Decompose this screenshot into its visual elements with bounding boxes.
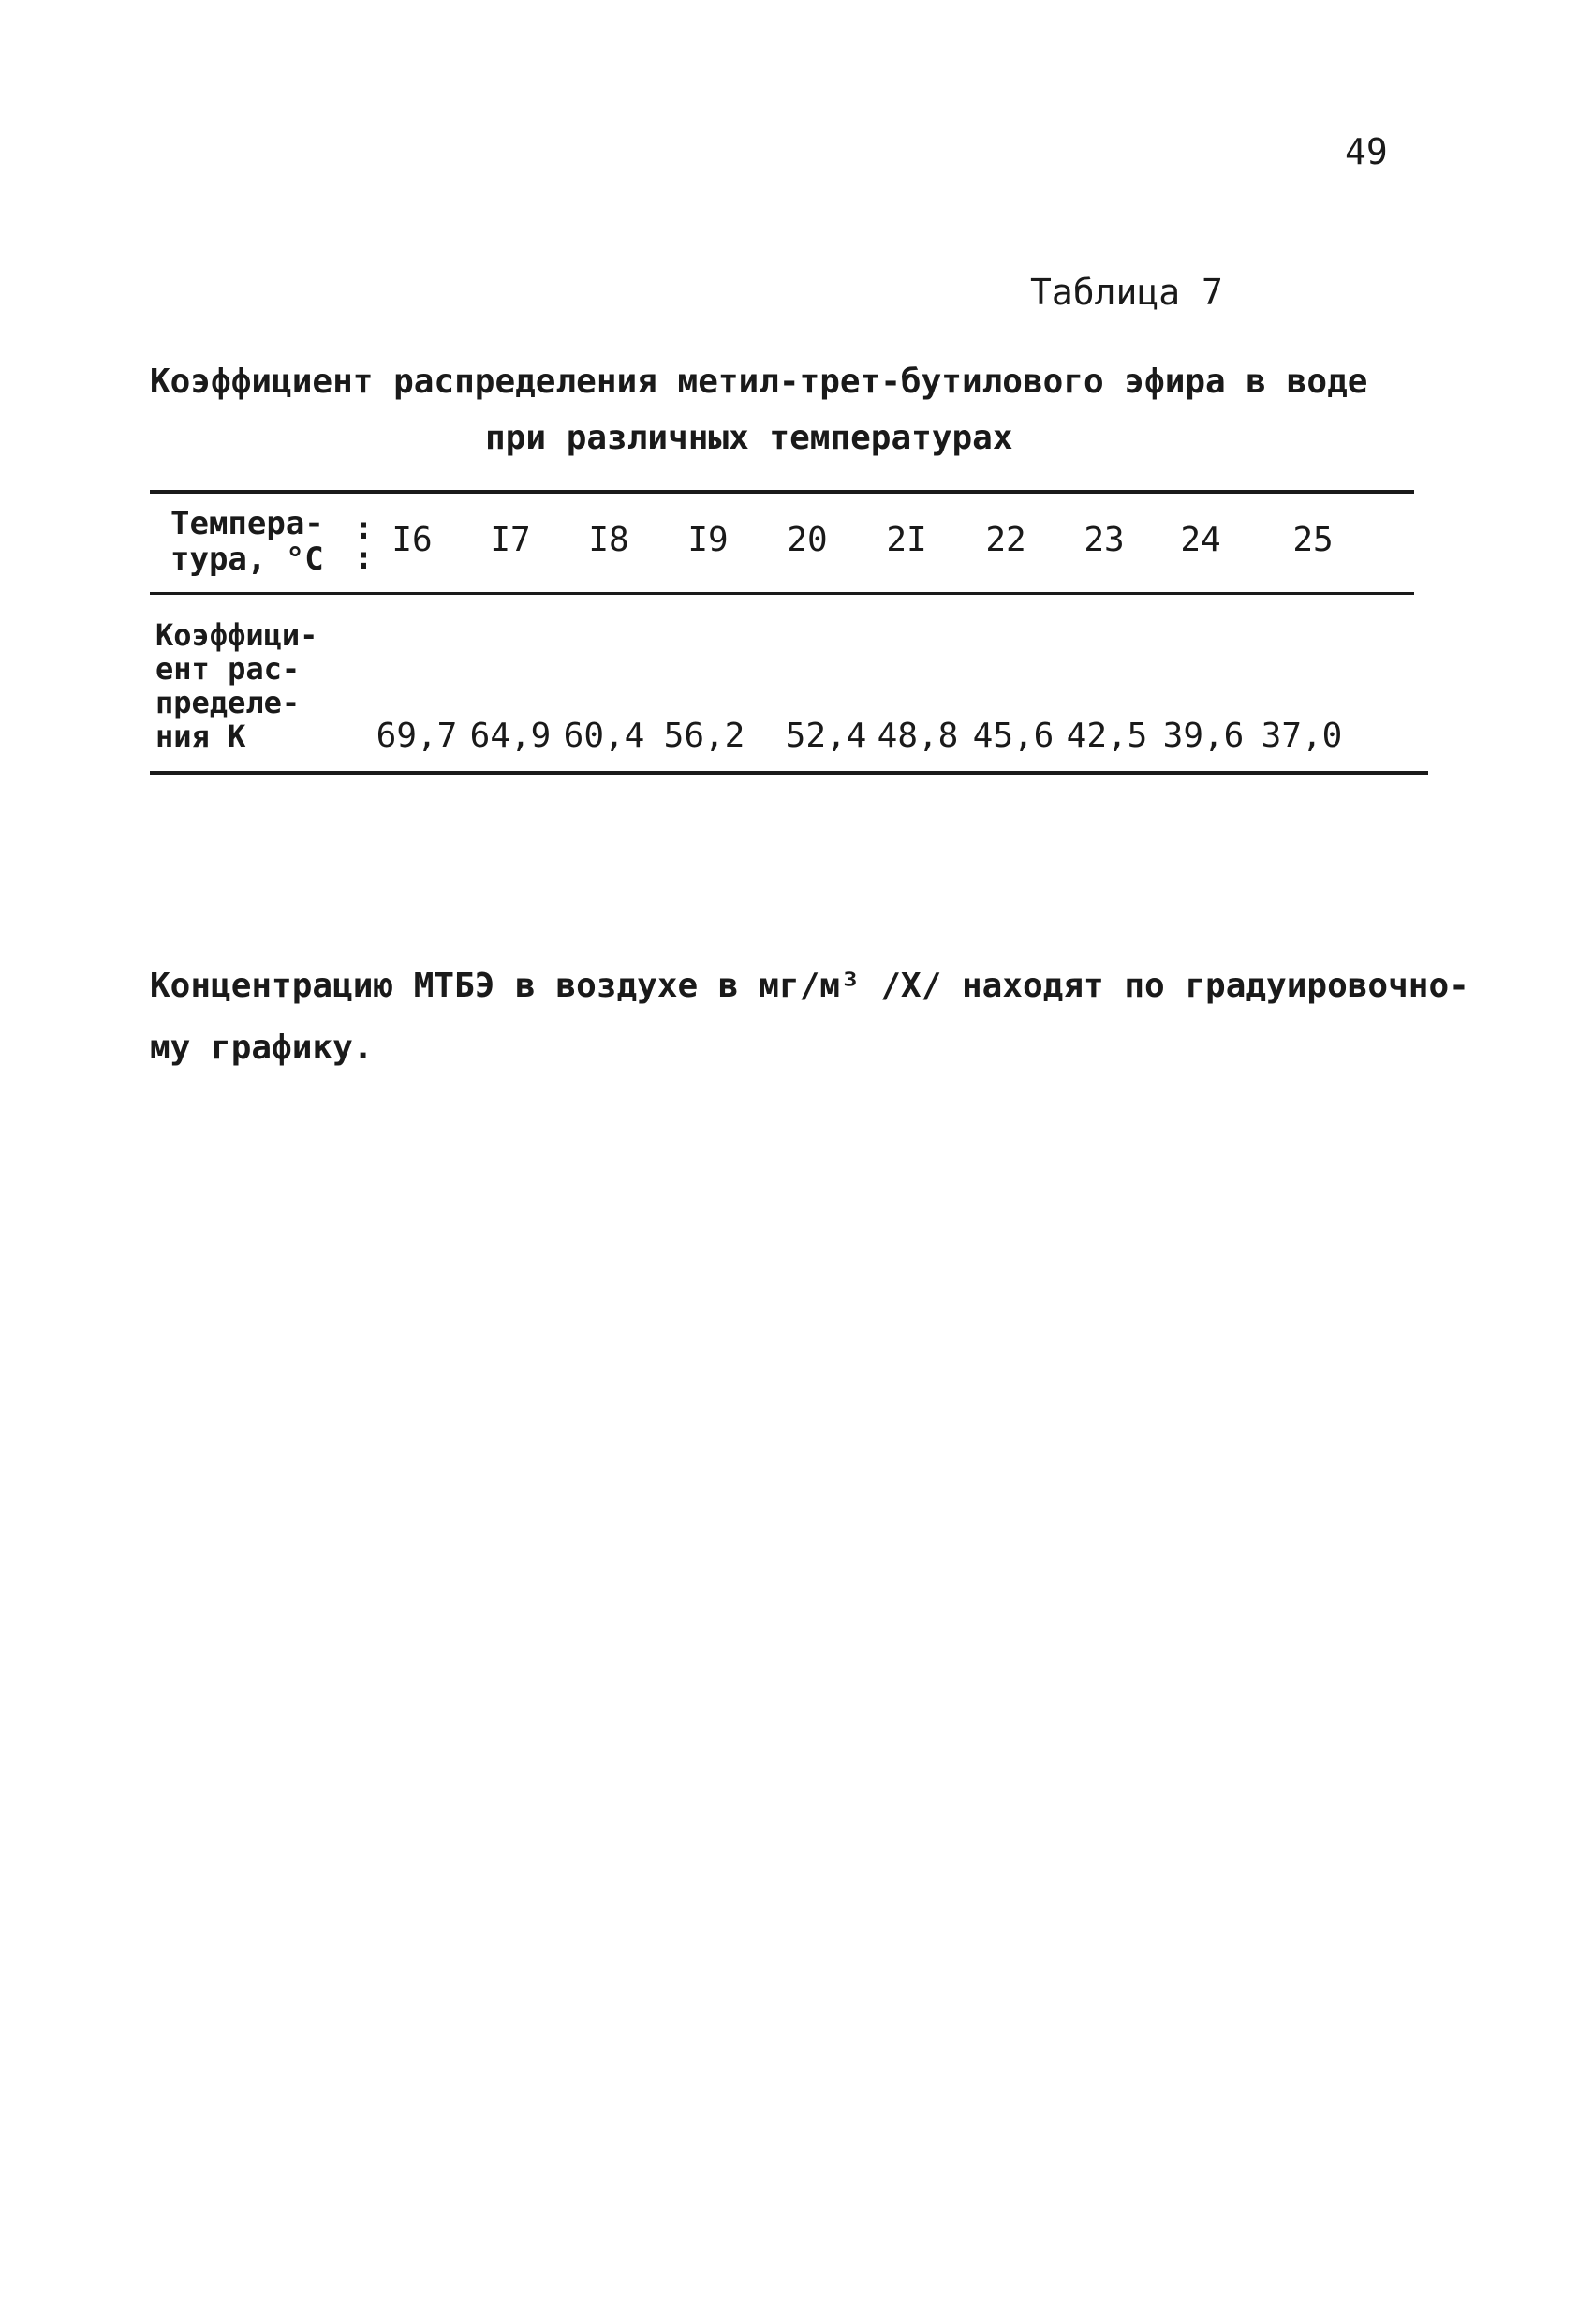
coefficient-cell: 48,8: [877, 717, 959, 755]
header-label: [170, 506, 324, 577]
row-label-line: ния К: [155, 718, 246, 754]
table-header-rule: [150, 592, 1414, 595]
coefficient-cell: 64,9: [469, 717, 552, 755]
table-bottom-rule: [150, 771, 1428, 775]
coefficient-cell: 39,6: [1162, 717, 1245, 755]
table-caption: [150, 354, 1367, 466]
temperature-cell: I7: [490, 521, 531, 559]
coefficient-cell: 60,4: [563, 717, 645, 755]
row-label-line: Коэффици-: [155, 617, 318, 653]
table-label: Таблица 7: [1030, 272, 1223, 313]
coefficient-cell: 69,7: [376, 717, 458, 755]
header-label-line: тура, °С: [170, 540, 324, 578]
temperature-cell: 22: [985, 521, 1026, 559]
header-colon-mark: :: [354, 510, 374, 547]
coefficient-cell: 45,6: [972, 717, 1055, 755]
body-paragraph: [150, 955, 1469, 1079]
temperature-cell: I6: [391, 521, 433, 559]
page-number: 49: [1345, 131, 1388, 172]
row-label-line: пределе-: [155, 685, 301, 720]
coefficient-cell: 37,0: [1261, 717, 1343, 755]
table-top-rule: [150, 490, 1414, 494]
row-label-line: ент рас-: [155, 651, 301, 687]
temperature-cell: 20: [787, 521, 828, 559]
coefficient-cell: 56,2: [663, 717, 745, 755]
coefficient-cell: 52,4: [785, 717, 867, 755]
header-colon-mark: :: [354, 540, 374, 577]
row-label: [155, 618, 317, 753]
header-colon: [354, 510, 374, 577]
temperature-cell: I8: [588, 521, 629, 559]
temperature-cell: I9: [687, 521, 729, 559]
caption-line-1: Коэффициент распределения метил-трет-бутилового эфира в воде: [150, 363, 1368, 401]
paragraph-line: му графику.: [150, 1029, 374, 1067]
caption-line-2: при различных температурах: [485, 419, 1013, 457]
paragraph-line: Концентрацию МТБЭ в воздухе в мг/м³ /Х/ находят по градуировочно-: [150, 967, 1469, 1005]
coefficient-cell: 42,5: [1066, 717, 1148, 755]
temperature-cell: 24: [1180, 521, 1221, 559]
header-label-line: Темпера-: [170, 505, 324, 542]
temperature-cell: 25: [1292, 521, 1334, 559]
temperature-cell: 23: [1084, 521, 1125, 559]
temperature-cell: 2I: [886, 521, 927, 559]
